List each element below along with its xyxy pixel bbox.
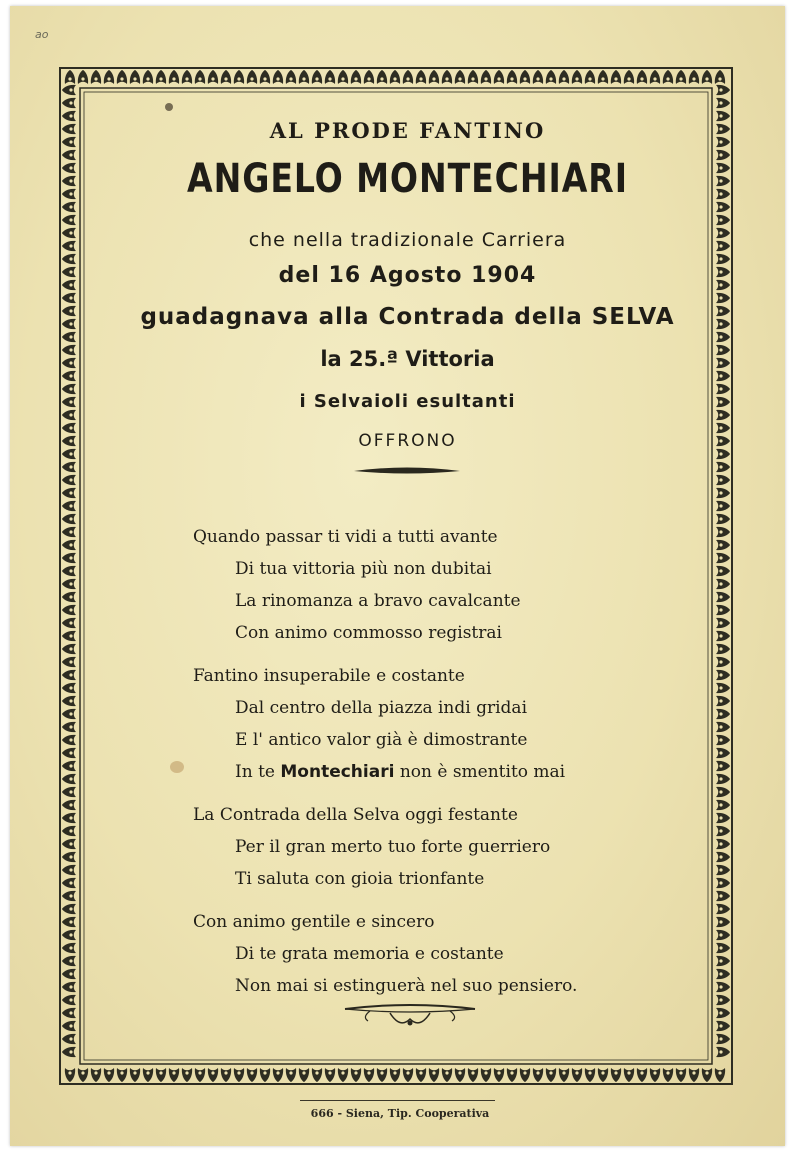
- poem-verse: Di tua vittoria più non dubitai: [235, 559, 492, 579]
- tail-ornament: [340, 1001, 480, 1035]
- divider-rule: [352, 465, 462, 477]
- poem-verse: Quando passar ti vidi a tutti avante: [193, 527, 498, 547]
- contrada-line: guadagnava alla Contrada della SELVA: [140, 304, 675, 330]
- jockey-surname: Montechiari: [280, 762, 395, 782]
- poem-stanza: [193, 521, 713, 649]
- poem-verse: [193, 756, 713, 788]
- date-line: del 16 Agosto 1904: [278, 263, 537, 288]
- broadside-content: [95, 101, 720, 1056]
- poem-stanza: [193, 906, 713, 1002]
- poem-stanza: [193, 660, 713, 788]
- poem-stanza: [193, 799, 713, 895]
- poem-verse: Per il gran merto tuo forte guerriero: [235, 837, 551, 857]
- printer-rule: [300, 1100, 495, 1101]
- paper-sheet: [10, 6, 785, 1146]
- selvaioli-line: i Selvaioli esultanti: [299, 391, 516, 412]
- poem-verse: La rinomanza a bravo cavalcante: [235, 591, 521, 611]
- jockey-name: ANGELO MONTECHIARI: [187, 156, 628, 202]
- poem-verse: Non mai si estinguerà nel suo pensiero.: [235, 976, 578, 996]
- race-line: che nella tradizionale Carriera: [248, 229, 567, 251]
- verse-suffix: non è smentito mai: [394, 762, 566, 782]
- poem-verse: Ti saluta con gioia trionfante: [235, 869, 485, 889]
- poem-verse: Di te grata memoria e costante: [235, 944, 504, 964]
- poem-verse: Fantino insuperabile e costante: [193, 666, 465, 686]
- victory-line: la 25.ª Vittoria: [320, 347, 495, 371]
- poem-verse: Dal centro della piazza indi gridai: [235, 698, 528, 718]
- dedication-line: AL PRODE FANTINO: [269, 118, 546, 143]
- poem-verse: Con animo gentile e sincero: [193, 912, 435, 932]
- verse-prefix: In te: [235, 762, 281, 782]
- poem: [193, 521, 713, 1013]
- offrono-line: OFFRONO: [358, 431, 457, 451]
- printer-imprint: 666 - Siena, Tip. Cooperativa: [310, 1107, 490, 1120]
- poem-verse: E l' antico valor già è dimostrante: [235, 730, 528, 750]
- poem-verse: La Contrada della Selva oggi festante: [193, 805, 518, 825]
- poem-verse: Con animo commosso registrai: [235, 623, 502, 643]
- corner-mark: ao: [35, 28, 49, 41]
